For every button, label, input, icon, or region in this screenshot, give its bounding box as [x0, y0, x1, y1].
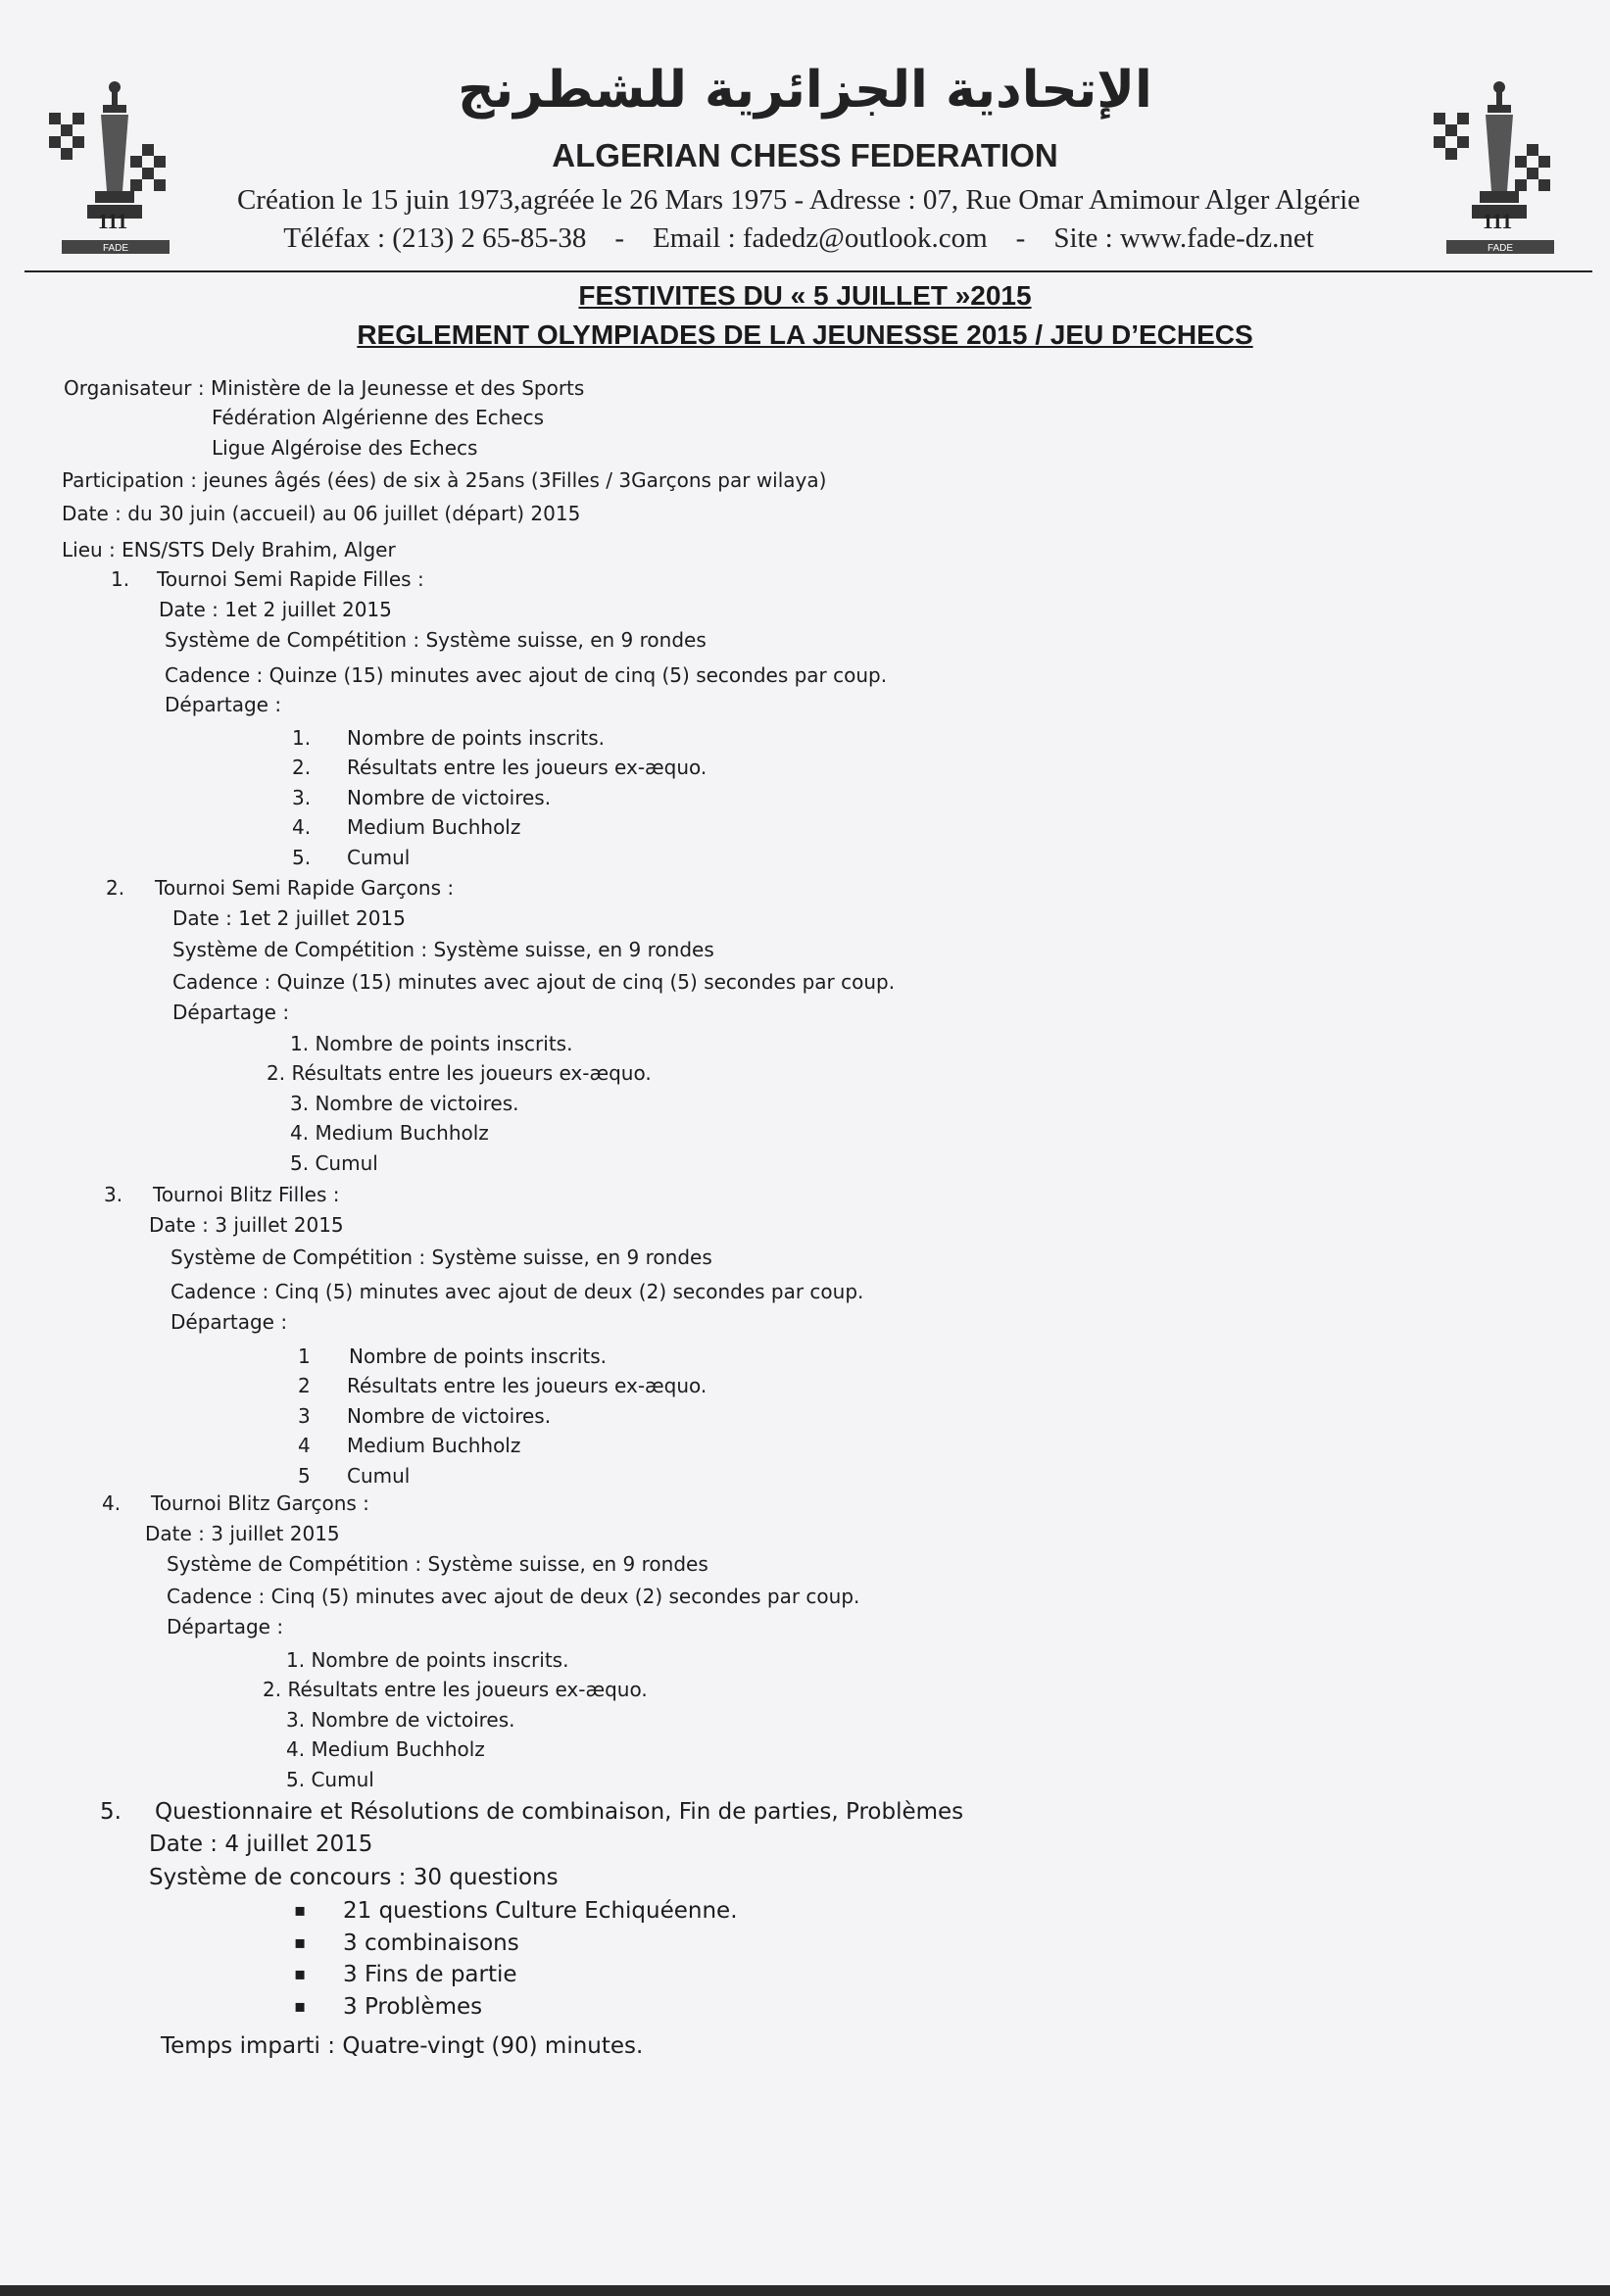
list-item: Cumul [347, 846, 411, 869]
section-systeme: Système de concours : 30 questions [149, 1865, 559, 1890]
scan-bottom-edge [0, 2285, 1610, 2296]
list-number: 4. [292, 815, 312, 839]
list-number: 1. [292, 726, 312, 750]
list-item: Résultats entre les joueurs ex-æquo. [347, 756, 707, 779]
bullet-icon: ▪ [294, 1964, 307, 1984]
section-number: 5. [100, 1799, 122, 1825]
organisateur-line: Organisateur : Ministère de la Jeunesse et des Sports [64, 376, 585, 400]
section-cadence: Cadence : Cinq (5) minutes avec ajout de deux (2) secondes par coup. [171, 1280, 864, 1303]
list-item: 4. Medium Buchholz [290, 1121, 489, 1145]
section-number: 3. [104, 1183, 123, 1206]
bullet-icon: ▪ [294, 1996, 307, 2017]
bullet-icon: ▪ [294, 1900, 307, 1921]
list-item: 4. Medium Buchholz [286, 1737, 485, 1761]
logo-label: FADE [1487, 243, 1514, 254]
list-item: 1. Nombre de points inscrits. [290, 1032, 573, 1055]
section-departage: Départage : [165, 693, 282, 716]
contact-line: Téléfax : (213) 2 65-85-38 - Email : fadedz@outlook.com - Site : www.fade-dz.net [283, 222, 1314, 254]
section-date: Date : 1et 2 juillet 2015 [159, 598, 392, 621]
lieu-line: Lieu : ENS/STS Dely Brahim, Alger [62, 538, 396, 562]
arabic-federation-title: الإتحادية الجزائرية للشطرنج [458, 61, 1152, 120]
list-item: 5. Cumul [286, 1768, 374, 1791]
section-departage: Départage : [167, 1615, 284, 1638]
section-systeme: Système de Compétition : Système suisse, en 9 rondes [165, 628, 707, 652]
section-systeme: Système de Compétition : Système suisse, en 9 rondes [167, 1552, 708, 1576]
section-date: Date : 1et 2 juillet 2015 [172, 906, 406, 930]
section-date: Date : 3 juillet 2015 [149, 1213, 344, 1237]
list-number: 5. [292, 846, 312, 869]
section-date: Date : 3 juillet 2015 [145, 1522, 340, 1545]
list-item: 21 questions Culture Echiquéenne. [343, 1898, 738, 1924]
list-item: 2. Résultats entre les joueurs ex-æquo. [267, 1061, 652, 1085]
list-number: 3 [298, 1404, 311, 1428]
list-item: 3. Nombre de victoires. [286, 1708, 515, 1732]
section-number: 1. [111, 567, 130, 591]
logo-label: FADE [102, 243, 129, 254]
festivites-title: FESTIVITES DU « 5 JUILLET »2015 [578, 280, 1032, 311]
list-item: 1. Nombre de points inscrits. [286, 1648, 569, 1672]
list-number: 3. [292, 786, 312, 809]
date-line: Date : du 30 juin (accueil) au 06 juillet (départ) 2015 [62, 502, 581, 525]
list-item: Nombre de victoires. [347, 1404, 552, 1428]
section-title: Questionnaire et Résolutions de combinaison, Fin de parties, Problèmes [155, 1799, 964, 1825]
section-title: Tournoi Semi Rapide Filles : [157, 567, 424, 591]
organisateur-line-2: Fédération Algérienne des Echecs [212, 406, 545, 429]
list-number: 5 [298, 1464, 311, 1488]
section-title: Tournoi Blitz Filles : [153, 1183, 340, 1206]
federation-name: ALGERIAN CHESS FEDERATION [552, 137, 1058, 173]
section-date: Date : 4 juillet 2015 [149, 1832, 373, 1857]
svg-text:111: 111 [1482, 209, 1513, 233]
section-cadence: Cadence : Quinze (15) minutes avec ajout de cinq (5) secondes par coup. [172, 970, 896, 994]
list-item: Nombre de victoires. [347, 786, 552, 809]
list-number: 1 [298, 1344, 311, 1368]
header-divider [24, 270, 1592, 272]
list-item: 3 Problèmes [343, 1994, 483, 2020]
organisateur-line-3: Ligue Algéroise des Echecs [212, 436, 478, 460]
svg-text:111: 111 [97, 209, 128, 233]
reglement-title: REGLEMENT OLYMPIADES DE LA JEUNESSE 2015 / JEU D’ECHECS [357, 319, 1253, 350]
list-item: 5. Cumul [290, 1151, 378, 1175]
list-item: 3 combinaisons [343, 1930, 519, 1956]
list-item: Medium Buchholz [347, 815, 521, 839]
list-item: 3 Fins de partie [343, 1962, 517, 1987]
section-number: 2. [106, 876, 125, 900]
list-item: Cumul [347, 1464, 411, 1488]
section-systeme: Système de Compétition : Système suisse, en 9 rondes [172, 938, 714, 961]
section-number: 4. [102, 1491, 122, 1515]
participation-line: Participation : jeunes âgés (ées) de six à 25ans (3Filles / 3Garçons par wilaya) [62, 468, 827, 492]
section-title: Tournoi Blitz Garçons : [151, 1491, 369, 1515]
list-item: 3. Nombre de victoires. [290, 1092, 519, 1115]
section-cadence: Cadence : Quinze (15) minutes avec ajout de cinq (5) secondes par coup. [165, 663, 888, 687]
section-departage: Départage : [171, 1310, 288, 1334]
list-number: 2 [298, 1374, 311, 1397]
section-departage: Départage : [172, 1001, 290, 1024]
list-item: Nombre de points inscrits. [349, 1344, 608, 1368]
section-title: Tournoi Semi Rapide Garçons : [155, 876, 455, 900]
list-number: 4 [298, 1434, 311, 1457]
list-item: Résultats entre les joueurs ex-æquo. [347, 1374, 707, 1397]
list-item: 2. Résultats entre les joueurs ex-æquo. [263, 1678, 648, 1701]
list-item: Nombre de points inscrits. [347, 726, 606, 750]
section-cadence: Cadence : Cinq (5) minutes avec ajout de deux (2) secondes par coup. [167, 1585, 860, 1608]
list-item: Medium Buchholz [347, 1434, 521, 1457]
creation-line: Création le 15 juin 1973,agréée le 26 Mars 1975 - Adresse : 07, Rue Omar Amimour Alger Algérie [236, 184, 1361, 216]
list-number: 2. [292, 756, 312, 779]
section-systeme: Système de Compétition : Système suisse, en 9 rondes [171, 1246, 712, 1269]
temps-imparti-line: Temps imparti : Quatre-vingt (90) minutes. [161, 2033, 644, 2059]
bullet-icon: ▪ [294, 1932, 307, 1953]
